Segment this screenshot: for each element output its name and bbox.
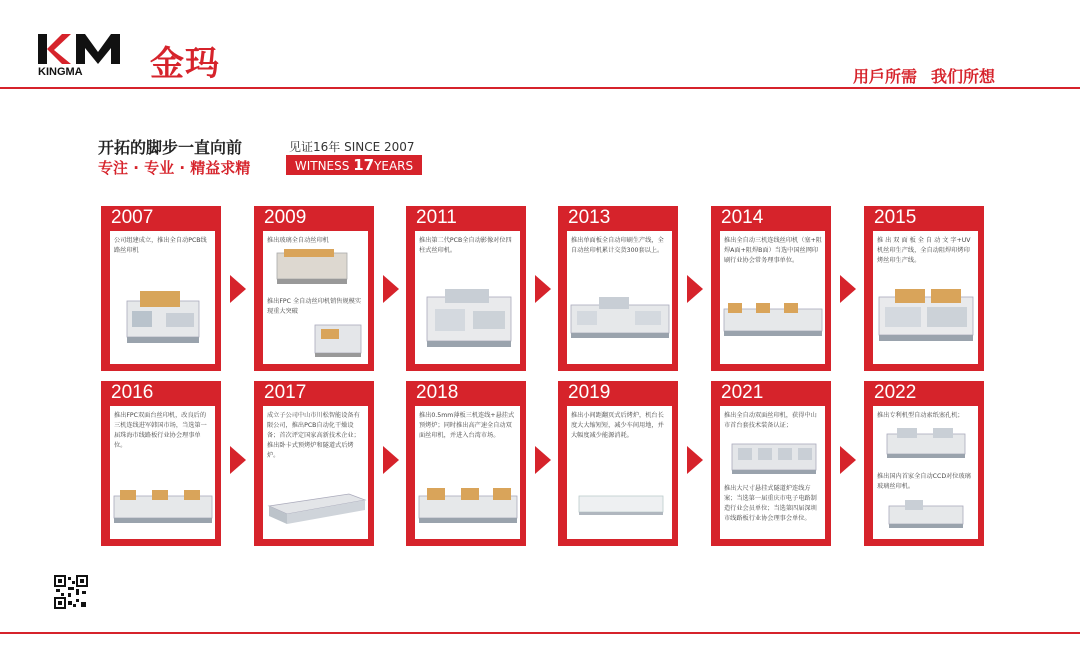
timeline-arrow-icon — [840, 275, 856, 303]
milestone-description: 推出小间距翻页式后烤炉，机台长度大大缩短短，减少车间用地，并大幅度减少能源消耗。 — [571, 412, 664, 439]
milestone-description: 推出0.5mm薄板三机连线+悬挂式预烤炉；同时推出高产速全自动双面丝印机，并进入台湾市场。 — [419, 412, 515, 439]
card-body — [873, 406, 978, 539]
card-body — [110, 406, 215, 539]
machine-image — [885, 498, 969, 534]
slogan-part-1: 用戶所需 — [853, 67, 918, 86]
milestone-card — [254, 206, 374, 371]
milestone-year: 2013 — [568, 207, 611, 228]
milestone-year: 2009 — [264, 207, 307, 228]
slogan-part-2: 我们所想 — [931, 67, 996, 86]
card-body — [567, 231, 672, 364]
card-body — [873, 231, 978, 364]
card-body — [110, 231, 215, 364]
card-body — [720, 406, 825, 539]
milestone-description: 推出第二代PCB全自动影像对位四柱式丝印机。 — [419, 237, 512, 254]
milestone-card — [864, 381, 984, 546]
milestone-description: 推出玻璃全自动丝印机 — [267, 237, 329, 244]
milestone-card — [101, 381, 221, 546]
timeline-arrow-icon — [230, 275, 246, 303]
milestone-card — [101, 206, 221, 371]
header-divider — [0, 87, 1080, 89]
machine-image — [311, 319, 366, 359]
timeline-arrow-icon — [840, 446, 856, 474]
machine-image — [722, 297, 825, 342]
milestone-card — [864, 206, 984, 371]
card-body — [415, 406, 520, 539]
milestone-year: 2019 — [568, 382, 611, 403]
brand-chinese-name: 金玛 — [150, 44, 220, 84]
milestone-year: 2017 — [264, 382, 307, 403]
slogan — [853, 64, 1009, 87]
witness-badge — [286, 155, 422, 175]
witness-years: 17 — [353, 156, 375, 174]
machine-image — [577, 490, 667, 520]
intro-subtitle: 专注 · 专业 · 精益求精 — [98, 159, 251, 177]
qr-code-icon — [54, 575, 88, 609]
milestone-description: 成立子公司中山市川松智能设备有限公司，推出PCB自动化干燥设备；首次评定国家高新技术企业；推出卧卡式预烤炉和隧道式后烤炉。 — [267, 412, 360, 459]
machine-image — [417, 484, 520, 528]
milestone-description: 推出全自动双面丝印机，获得中山市首台套技术装备认证； — [724, 412, 817, 429]
card-body — [720, 231, 825, 364]
milestone-description: 推 出 双 面 板 全 自 动 文 字+UV机丝印生产线，全自动阻焊印烤印烤丝印生产线。 — [877, 237, 971, 264]
machine-image — [883, 426, 971, 462]
machine-image — [569, 291, 672, 346]
timeline-arrow-icon — [535, 446, 551, 474]
milestone-description-2: 推出FPC 全自动丝印机销售规模实现重大突破 — [267, 298, 362, 315]
milestone-year: 2018 — [416, 382, 459, 403]
machine-image — [730, 438, 820, 478]
intro-title: 开拓的脚步一直向前 — [98, 138, 243, 157]
witness-suffix: YEARS — [374, 159, 414, 173]
machine-image — [112, 488, 215, 528]
milestone-description: 推出单面板全自动印刷生产线，全自动丝印机累计交货300套以上。 — [571, 237, 664, 254]
milestone-description-2: 推出大尺寸悬挂式隧道炉连线方案；当选第一届重庆市电子电路制造行业会员单位；当选第四届深圳市线路板行业协会理事会单位。 — [724, 485, 817, 522]
timeline-arrow-icon — [383, 446, 399, 474]
machine-image — [875, 285, 978, 347]
milestone-year: 2014 — [721, 207, 764, 228]
milestone-year: 2022 — [874, 382, 917, 403]
card-body — [263, 231, 368, 364]
milestone-description-2: 推出国内首家全自动CCD对位玻璃玻璃丝印机。 — [877, 473, 971, 490]
milestone-card — [558, 206, 678, 371]
since-text: 见证16年 SINCE 2007 — [289, 140, 415, 154]
timeline-arrow-icon — [687, 446, 703, 474]
milestone-year: 2011 — [416, 207, 457, 228]
timeline-arrow-icon — [230, 446, 246, 474]
milestone-year: 2016 — [111, 382, 154, 403]
milestone-year: 2015 — [874, 207, 917, 228]
footer-divider — [0, 632, 1080, 634]
timeline-arrow-icon — [535, 275, 551, 303]
milestone-description: 推出全自动三机连线丝印机（塞+阻焊A面+阻焊B面）当选中国丝网印刷行业协会常务理事单位。 — [724, 237, 822, 264]
card-body — [415, 231, 520, 364]
milestone-card — [406, 381, 526, 546]
milestone-card — [711, 206, 831, 371]
logo-text: KINGMA — [38, 66, 83, 76]
machine-image — [421, 287, 516, 352]
milestone-description: 推出FPC双面台丝印机，改良后的三机连线进军韩国市场，当选第一届珠海市线路板行业协会理事单位。 — [114, 412, 207, 449]
kingma-logo — [38, 32, 130, 76]
milestone-card — [711, 381, 831, 546]
milestone-description: 公司组建成立，推出全自动PCB线路丝印机 — [114, 237, 207, 254]
card-body — [263, 406, 368, 539]
card-body — [567, 406, 672, 539]
milestone-card — [558, 381, 678, 546]
milestone-card — [406, 206, 526, 371]
milestone-description: 推出专利机型自动索纸塞孔机； — [877, 412, 964, 419]
machine-image — [269, 247, 359, 287]
witness-prefix: WITNESS — [294, 159, 354, 173]
milestone-year: 2007 — [111, 207, 154, 228]
milestone-year: 2021 — [721, 382, 764, 403]
machine-image — [265, 486, 368, 530]
machine-image — [122, 287, 207, 347]
timeline-arrow-icon — [687, 275, 703, 303]
milestone-card — [254, 381, 374, 546]
timeline-arrow-icon — [383, 275, 399, 303]
